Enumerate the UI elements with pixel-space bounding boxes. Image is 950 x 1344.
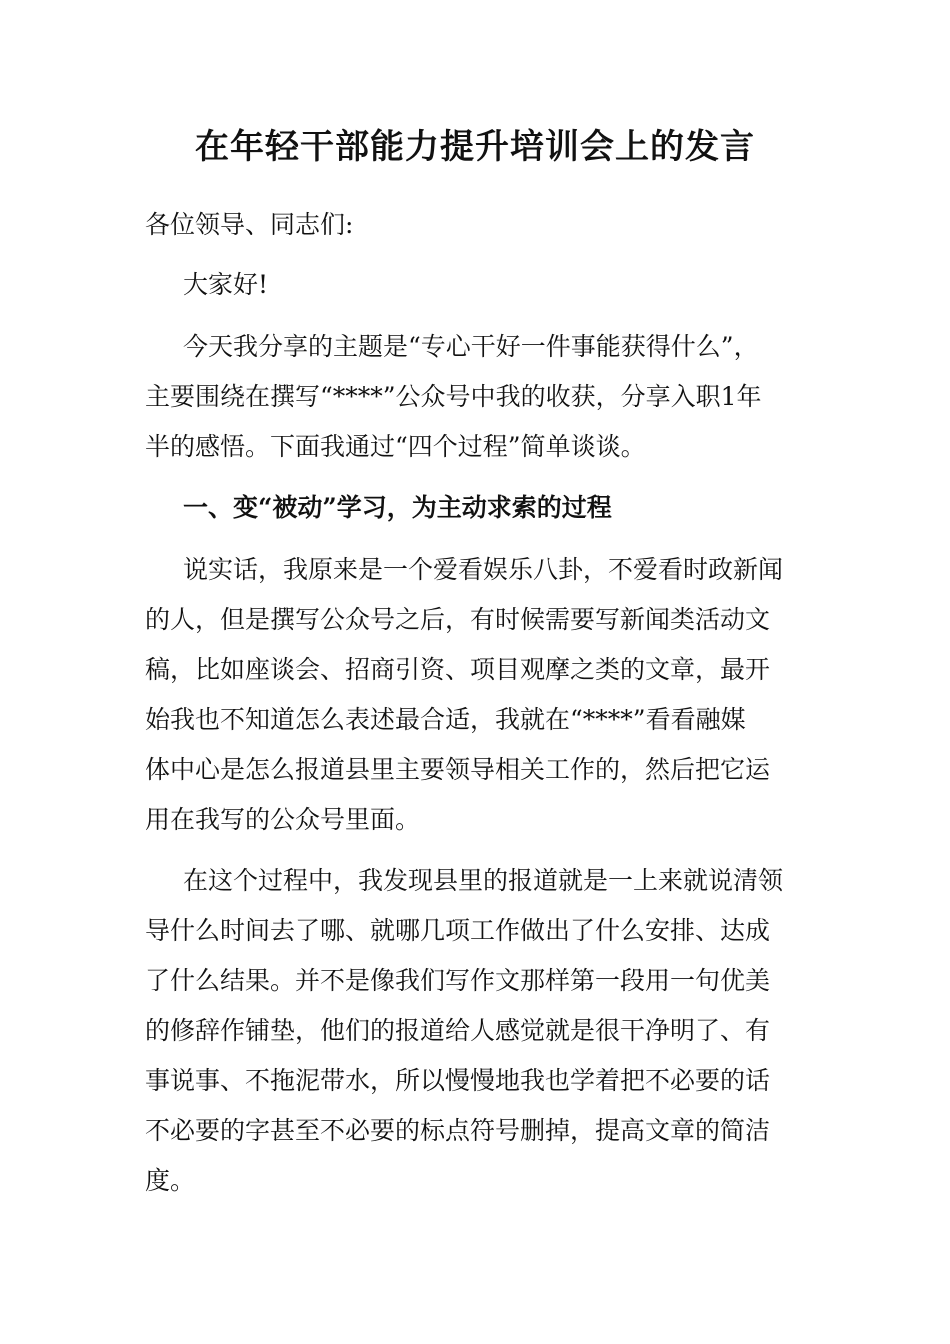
para2-line-1: 在这个过程中，我发现县里的报道就是一上来就说清领 <box>183 866 784 895</box>
salutation: 各位领导、同志们: <box>145 210 354 239</box>
para1-line-2: 的人，但是撰写公众号之后，有时候需要写新闻类活动文 <box>145 605 771 634</box>
para2-line-6: 不必要的字甚至不必要的标点符号删掉，提高文章的简洁 <box>145 1116 771 1145</box>
para2-line-2: 导什么时间去了哪、就哪几项工作做出了什么安排、达成 <box>145 916 771 945</box>
intro-line-2: 主要围绕在撰写“****”公众号中我的收获，分享入职1年 <box>145 382 762 411</box>
para2-line-3: 了什么结果。并不是像我们写作文那样第一段用一句优美 <box>145 966 771 995</box>
intro-line-1: 今天我分享的主题是“专心干好一件事能获得什么”， <box>183 332 759 361</box>
para1-line-4: 始我也不知道怎么表述最合适，我就在“****”看看融媒 <box>145 705 746 734</box>
para2-line-7: 度。 <box>145 1166 196 1195</box>
para1-line-6: 用在我写的公众号里面。 <box>145 805 421 834</box>
para2-line-5: 事说事、不拖泥带水，所以慢慢地我也学着把不必要的话 <box>145 1066 771 1095</box>
para1-line-3: 稿，比如座谈会、招商引资、项目观摩之类的文章，最开 <box>145 655 771 684</box>
section-heading-1: 一、变“被动”学习，为主动求索的过程 <box>183 493 612 522</box>
para1-line-1: 说实话，我原来是一个爱看娱乐八卦，不爱看时政新闻 <box>183 555 784 584</box>
document-title: 在年轻干部能力提升培训会上的发言 <box>195 127 755 167</box>
greeting: 大家好! <box>183 270 269 299</box>
para2-line-4: 的修辞作铺垫，他们的报道给人感觉就是很干净明了、有 <box>145 1016 771 1045</box>
para1-line-5: 体中心是怎么报道县里主要领导相关工作的，然后把它运 <box>145 755 771 784</box>
intro-line-3: 半的感悟。下面我通过“四个过程”简单谈谈。 <box>145 432 646 461</box>
